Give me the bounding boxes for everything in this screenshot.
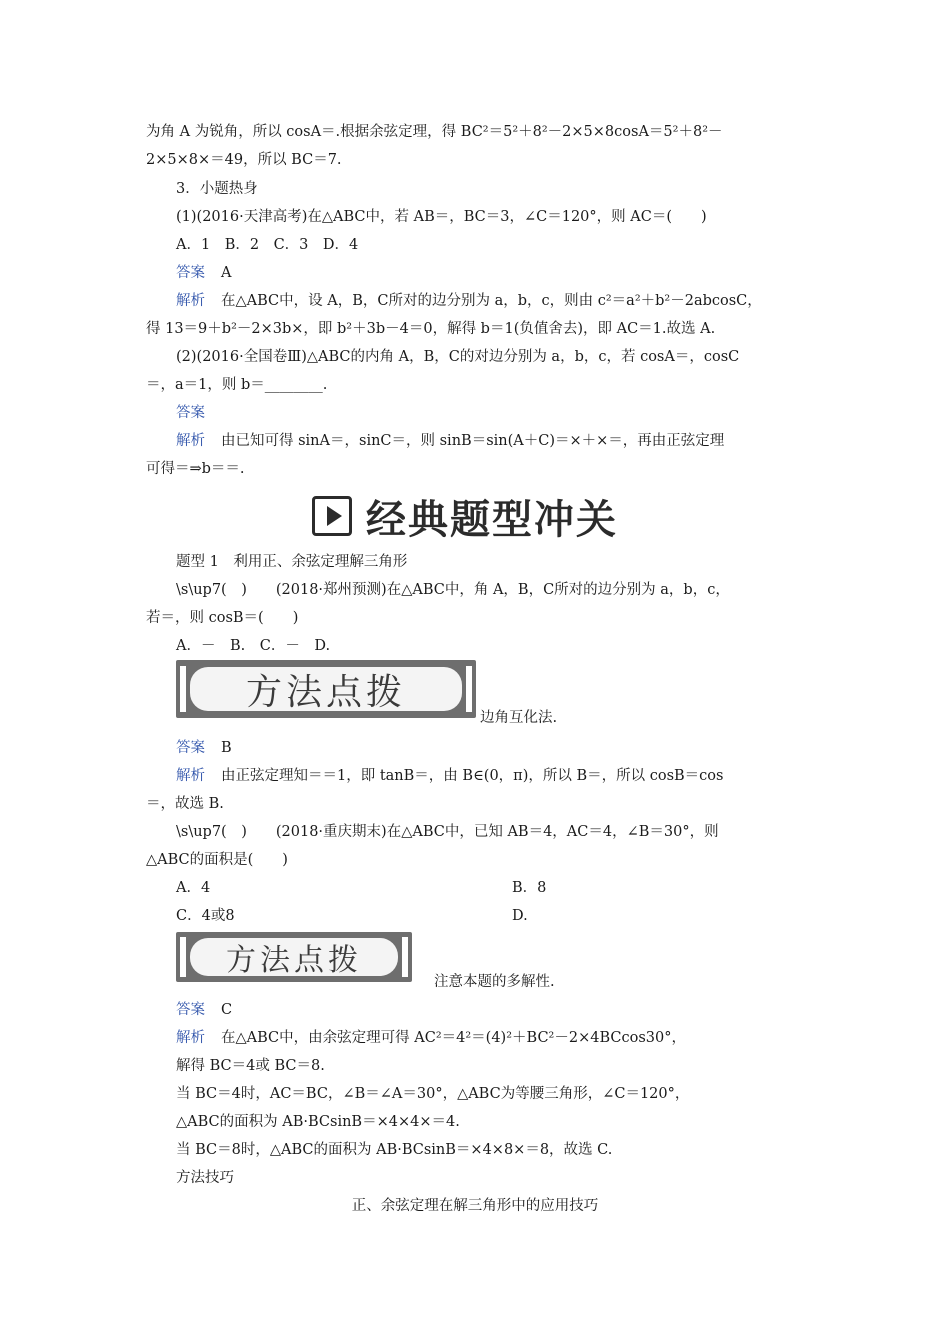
answer-value: B xyxy=(221,740,232,756)
problem-1-options: A．1 B．2 C．3 D．4 xyxy=(176,237,359,253)
option-b: B．8 xyxy=(512,880,547,896)
answer-label: 答案 xyxy=(176,265,205,281)
text-line-30: 当 BC＝4时，AC＝BC，∠B＝∠A＝30°，△ABC为等腰三角形，∠C＝120°， xyxy=(176,1086,690,1102)
text-line-32: 当 BC＝8时，△ABC的面积为 AB·BCsinB＝×4×8×＝8，故选 C. xyxy=(176,1142,613,1158)
section-heading-warmup: 3．小题热身 xyxy=(176,181,258,197)
text-line-2: 2×5×8×＝49，所以 BC＝7. xyxy=(146,152,342,168)
method-tip-box xyxy=(176,660,476,718)
method-tip-box xyxy=(176,932,412,982)
problem-type-heading: 题型 1 利用正、余弦定理解三角形 xyxy=(176,554,408,570)
answer-value: C xyxy=(221,1002,233,1018)
section-banner xyxy=(312,488,618,544)
method-tip-title: 方法点拨 xyxy=(190,938,398,976)
answer-row-2 xyxy=(176,403,221,423)
answer-row-4 xyxy=(176,1000,232,1020)
analysis-label: 解析 xyxy=(176,768,205,784)
answer-label: 答案 xyxy=(176,740,205,756)
analysis-row-3: 解析 由正弦定理知＝＝1，即 tanB＝，由 B∈(0，π)，所以 B＝，所以 cosB＝cos xyxy=(176,768,724,784)
answer-row-1 xyxy=(176,263,231,283)
play-icon xyxy=(312,496,352,536)
option-a: A．4 xyxy=(176,880,211,896)
answer-label: 答案 xyxy=(176,1002,205,1018)
analysis-label: 解析 xyxy=(176,293,205,309)
method-tip-title: 方法点拨 xyxy=(190,667,462,711)
example-1-options: A．－ B. C．－ D. xyxy=(176,638,331,654)
analysis-row-1: 解析 在△ABC中，设 A，B，C所对的边分别为 a，b，c，则由 c²＝a²＋b²－2abcosC， xyxy=(176,293,762,309)
problem-2-stem-cont: ＝，a＝1，则 b＝________. xyxy=(146,377,328,393)
answer-value: A xyxy=(221,265,232,281)
example-1-stem-cont: 若＝，则 cosB＝( ) xyxy=(146,610,299,626)
example-1-stem: \s\up7( ) (2018·郑州预测)在△ABC中，角 A，B，C所对的边分别为 a，b，c， xyxy=(176,582,730,598)
problem-1-stem: (1)(2016·天津高考)在△ABC中，若 AB＝，BC＝3，∠C＝120°，则 AC＝( ) xyxy=(176,209,707,225)
text-line-29: 解得 BC＝4或 BC＝8. xyxy=(176,1058,325,1074)
text-line-8: 得 13＝9＋b²－2×3b×，即 b²＋3b－4＝0，解得 b＝1(负值舍去)，即 AC＝1.故选 A. xyxy=(146,321,716,337)
text-line-31: △ABC的面积为 AB·BCsinB＝×4×4×＝4. xyxy=(176,1114,460,1130)
subsection-title: 正、余弦定理在解三角形中的应用技巧 xyxy=(351,1198,599,1214)
option-c: C．4或8 xyxy=(176,908,235,924)
method-tip-text: 注意本题的多解性. xyxy=(434,974,555,990)
analysis-row-4: 解析 在△ABC中，由余弦定理可得 AC²＝4²＝(4)²＋BC²－2×4BCcos30°， xyxy=(176,1030,686,1046)
text-line-21: ＝，故选 B. xyxy=(146,796,224,812)
text-line-1: 为角 A 为锐角，所以 cosA＝.根据余弦定理，得 BC²＝5²＋8²－2×5×8cosA＝5²＋8²－ xyxy=(146,124,723,140)
example-2-stem-cont: △ABC的面积是( ) xyxy=(146,852,288,868)
option-d: D. xyxy=(512,908,528,924)
problem-2-stem: (2)(2016·全国卷Ⅲ)△ABC的内角 A，B，C的对边分别为 a，b，c，若 cosA＝，cosC xyxy=(176,349,740,365)
method-skill-heading: 方法技巧 xyxy=(176,1170,234,1186)
example-2-stem: \s\up7( ) (2018·重庆期末)在△ABC中，已知 AB＝4，AC＝4，∠B＝30°，则 xyxy=(176,824,719,840)
analysis-row-2: 解析 由已知可得 sinA＝，sinC＝，则 sinB＝sin(A＋C)＝×＋×＝，再由正弦定理 xyxy=(176,433,725,449)
analysis-label: 解析 xyxy=(176,433,205,449)
answer-label: 答案 xyxy=(176,405,205,421)
text-line-13: 可得＝⇒b＝＝. xyxy=(146,461,245,477)
banner-title: 经典题型冲关 xyxy=(366,496,618,543)
method-tip-text: 边角互化法. xyxy=(480,710,558,726)
answer-row-3 xyxy=(176,738,232,758)
analysis-label: 解析 xyxy=(176,1030,205,1046)
